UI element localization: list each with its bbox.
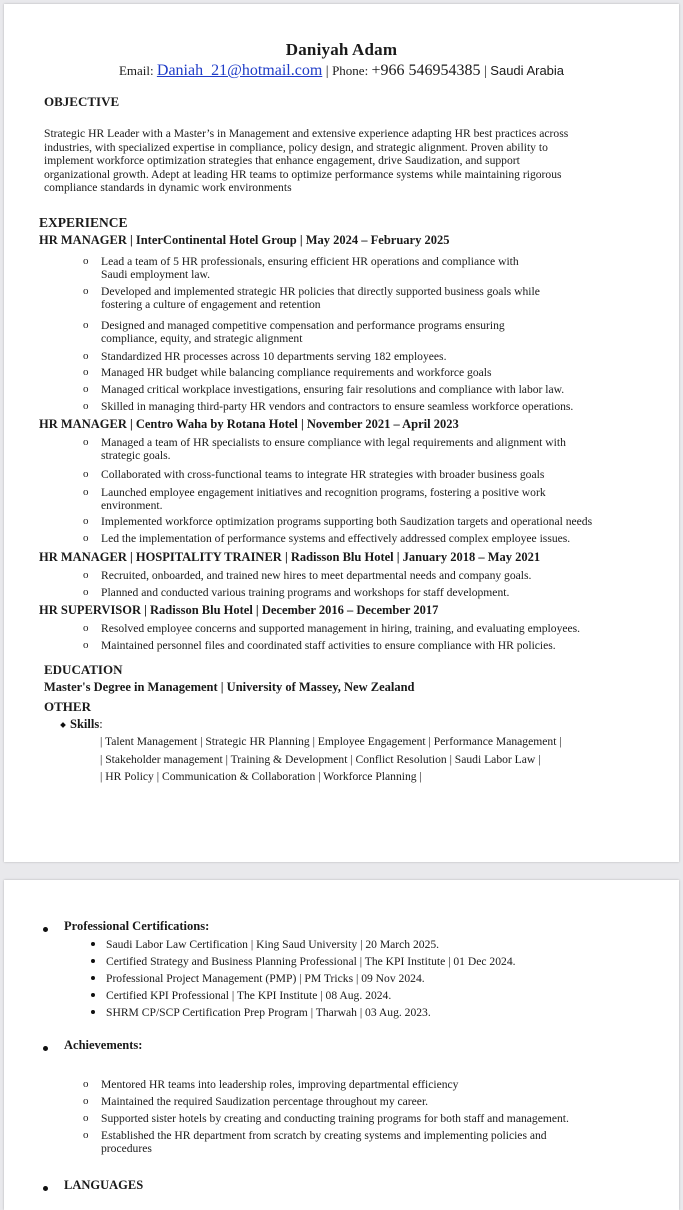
achievements-bullet-icon [43,1046,48,1051]
job-bullet-text: Collaborated with cross-functional teams to integrate HR strategies with broader business goals [101,468,545,481]
job-bullet-text: Saudi employment law. [101,268,211,282]
cert-item: Professional Project Management (PMP) | PM Tricks | 09 Nov 2024. [106,972,425,985]
skills-label: Skills [70,717,100,731]
candidate-name: Daniyah Adam [285,40,398,59]
job-bullet-text: Designed and managed competitive compensation and performance programs ensuring [101,319,505,332]
skills-label-line: Skills: [70,717,103,731]
achievement-text: Mentored HR teams into leadership roles, improving departmental efficiency [101,1078,459,1091]
certifications-bullet-icon [43,927,48,932]
hollow-bullet-icon: o [83,468,89,480]
achievements-heading: Achievements: [64,1038,143,1052]
hollow-bullet-icon: o [83,486,89,498]
objective-line: compliance standards in dynamic work environments [44,181,292,195]
hollow-bullet-icon: o [83,255,89,267]
objective-line: implement workforce optimization strategies that enhance engagement, drive Saudization, and support [44,154,520,168]
hollow-bullet-icon: o [83,400,89,412]
education-heading: EDUCATION [44,662,123,677]
experience-heading: EXPERIENCE [39,215,128,230]
skills-line: | Stakeholder management | Training & Development | Conflict Resolution | Saudi Labor Law | [100,752,541,766]
other-heading: OTHER [44,699,91,714]
achievement-text: procedures [101,1142,152,1156]
job-bullet-text: Developed and implemented strategic HR policies that directly supported business goals while [101,285,540,298]
hollow-bullet-icon: o [83,1078,89,1090]
job-bullet-text: Planned and conducted various training programs and workshops for staff development. [101,586,510,599]
achievement-text: Maintained the required Saudization percentage throughout my career. [101,1095,429,1108]
hollow-bullet-icon: o [83,1112,89,1124]
job-bullet-text: environment. [101,499,163,513]
hollow-bullet-icon: o [83,1129,89,1141]
objective-line: Strategic HR Leader with a Master’s in Management and extensive experience adapting HR best practices across [44,127,569,140]
job-title: HR MANAGER | InterContinental Hotel Group | May 2024 – February 2025 [39,233,450,247]
job-title: HR MANAGER | HOSPITALITY TRAINER | Radisson Blu Hotel | January 2018 – May 2021 [39,550,541,564]
hollow-bullet-icon: o [83,515,89,527]
languages-heading: LANGUAGES [64,1178,144,1192]
cert-bullet-icon [91,1010,95,1014]
hollow-bullet-icon: o [83,569,89,581]
job-bullet-text: Implemented workforce optimization programs supporting both Saudization targets and operational needs [101,515,593,528]
job-bullet-text: Skilled in managing third-party HR vendors and contractors to ensure seamless workforce operations. [101,400,574,413]
email-link[interactable]: Daniah_21@hotmail.com [156,62,323,79]
hollow-bullet-icon: o [83,366,89,378]
job-bullet-text: Launched employee engagement initiatives and recognition programs, fostering a positive work [101,486,546,499]
skills-line: | HR Policy | Communication & Collaboration | Workforce Planning | [100,770,422,783]
objective-line: industries, with specialized expertise in compliance, policy design, and strategic alignment. Proven ability to [44,140,548,154]
job-bullet-text: Led the implementation of performance systems and effectively addressed complex employee issues. [101,532,571,545]
education-degree: Master's Degree in Management | University of Massey, New Zealand [44,680,415,694]
job-bullet-text: Maintained personnel files and coordinated staff activities to ensure compliance with HR policies. [101,639,556,652]
email-label: Email [118,63,151,78]
job-bullet-text: Managed critical workplace investigations, ensuring fair resolutions and compliance with labor law. [101,383,565,396]
objective-line: organizational growth. Adept at leading HR teams to optimize performance systems while maintaining rigorous [44,167,562,181]
job-bullet-text: fostering a culture of engagement and retention [101,298,321,312]
resume-page-2 [4,880,679,1210]
hollow-bullet-icon: o [83,622,89,634]
achievement-text: Established the HR department from scratch by creating systems and implementing policies and [101,1129,547,1142]
cert-bullet-icon [91,959,95,963]
cert-item: Saudi Labor Law Certification | King Saud University | 20 March 2025. [106,938,440,951]
cert-bullet-icon [91,976,95,980]
hollow-bullet-icon: o [83,319,89,331]
job-bullet-text: compliance, equity, and strategic alignment [101,332,303,346]
job-bullet-text: strategic goals. [101,449,171,463]
phone-label: Phone [332,63,365,78]
hollow-bullet-icon: o [83,350,89,362]
job-bullet-text: Standardized HR processes across 10 departments serving 182 employees. [101,350,447,363]
job-title: HR MANAGER | Centro Waha by Rotana Hotel | November 2021 – April 2023 [39,417,459,431]
job-bullet-text: Managed a team of HR specialists to ensure compliance with legal requirements and alignment with [101,436,566,449]
skills-line: | Talent Management | Strategic HR Planning | Employee Engagement | Performance Management | [100,735,562,748]
job-bullet-text: Managed HR budget while balancing compliance requirements and workforce goals [101,366,492,379]
hollow-bullet-icon: o [83,1095,89,1107]
cert-item: Certified KPI Professional | The KPI Institute | 08 Aug. 2024. [106,989,392,1002]
skills-bullet-icon [60,722,66,728]
job-title: HR SUPERVISOR | Radisson Blu Hotel | December 2016 – December 2017 [39,603,439,617]
cert-item: SHRM CP/SCP Certification Prep Program | Tharwah | 03 Aug. 2023. [106,1006,431,1019]
achievement-text: Supported sister hotels by creating and conducting training programs for both staff and management. [101,1112,569,1125]
location: Saudi Arabia [490,63,565,78]
objective-heading: OBJECTIVE [44,94,120,109]
cert-bullet-icon [91,993,95,997]
hollow-bullet-icon: o [83,639,89,651]
cert-item: Certified Strategy and Business Planning Professional | The KPI Institute | 01 Dec 2024. [106,955,516,968]
hollow-bullet-icon: o [83,383,89,395]
certifications-heading: Professional Certifications: [64,919,210,933]
hollow-bullet-icon: o [83,586,89,598]
cert-bullet-icon [91,942,95,946]
job-bullet-text: Resolved employee concerns and supported management in hiring, training, and evaluating employees. [101,622,581,635]
hollow-bullet-icon: o [83,532,89,544]
hollow-bullet-icon: o [83,285,89,297]
resume-page-1 [4,4,679,862]
hollow-bullet-icon: o [83,436,89,448]
job-bullet-text: Lead a team of 5 HR professionals, ensuring efficient HR operations and compliance with [101,255,519,268]
languages-bullet-icon [43,1186,48,1191]
job-bullet-text: Recruited, onboarded, and trained new hires to meet departmental needs and company goals. [101,569,532,582]
contact-line: Email: Daniah_21@hotmail.com | Phone: +966 546954385 | Saudi Arabia [118,62,565,79]
phone-number: +966 546954385 [371,62,481,79]
